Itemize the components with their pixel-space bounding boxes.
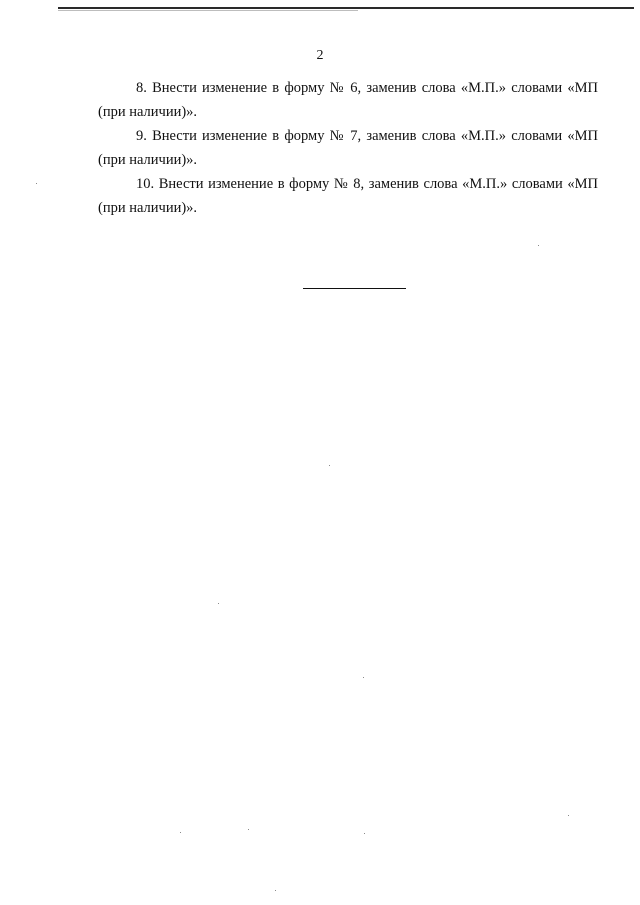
scan-speck	[364, 833, 365, 834]
scan-speck	[248, 829, 249, 830]
scan-top-edge-line	[58, 7, 634, 9]
scan-speck	[180, 832, 181, 833]
scan-speck	[275, 890, 276, 891]
paragraph-item-8: 8. Внести изменение в форму № 6, заменив слова «М.П.» словами «МП (при наличии)».	[98, 80, 598, 120]
scan-speck	[36, 183, 37, 184]
scan-speck	[538, 245, 539, 246]
scan-speck	[218, 603, 219, 604]
paragraph-item-10: 10. Внести изменение в форму № 8, заменив слова «М.П.» словами «МП (при наличии)».	[98, 176, 598, 216]
scan-top-edge-shadow	[58, 10, 358, 11]
paragraph-item-9: 9. Внести изменение в форму № 7, заменив слова «М.П.» словами «МП (при наличии)».	[98, 128, 598, 168]
scan-speck	[329, 465, 330, 466]
end-separator-line	[303, 288, 406, 289]
scan-speck	[363, 677, 364, 678]
document-body	[98, 76, 598, 220]
scan-speck	[568, 815, 569, 816]
page-number: 2	[316, 48, 324, 63]
